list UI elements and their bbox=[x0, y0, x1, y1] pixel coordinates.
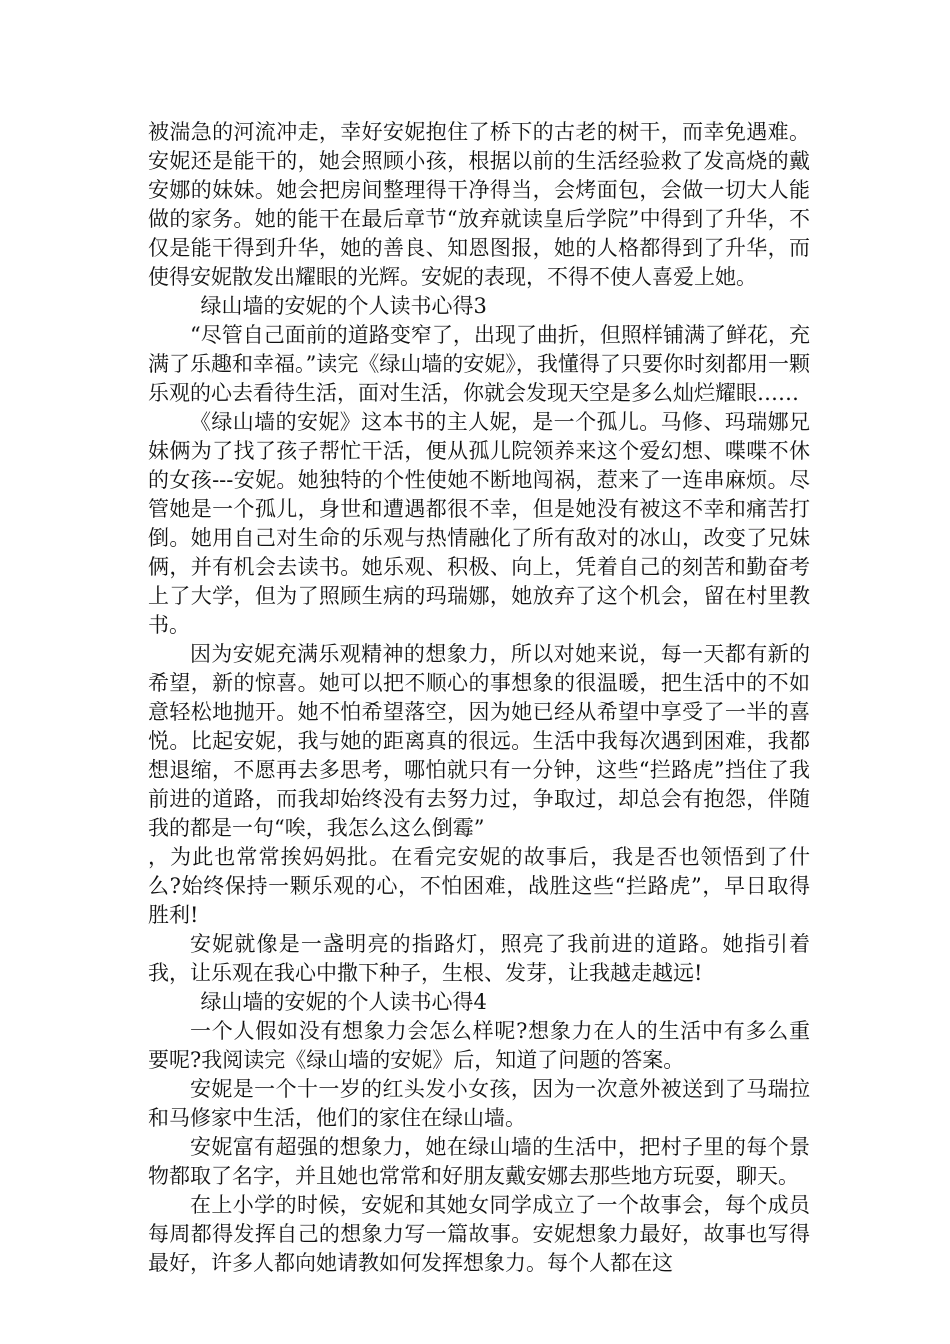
paragraph: ，为此也常常挨妈妈批。在看完安妮的故事后，我是否也领悟到了什么?始终保持一颗乐观的心，不怕困难，战胜这些“拦路虎”，早日取得胜利! bbox=[148, 845, 810, 927]
paragraph: 安妮富有超强的想象力，她在绿山墙的生活中，把村子里的每个景物都取了名字，并且她也常常和好朋友戴安娜去那些地方玩耍，聊天。 bbox=[148, 1135, 810, 1188]
paragraph: 因为安妮充满乐观精神的想象力，所以对她来说，每一天都有新的希望，新的惊喜。她可以把不顺心的事想象的很温暖，把生活中的不如意轻松地抛开。她不怕希望落空，因为她已经从希望中享受了一半的喜悦。比起安妮，我与她的距离真的很远。生活中我每次遇到困难，我都想退缩，不愿再去多思考，哪怕就只有一分钟，这些“拦路虎”挡住了我前进的道路，而我却始终没有去努力过，争取过，却总会有抱怨，伴随我的都是一句“唉，我怎么这么倒霉” bbox=[148, 642, 810, 840]
paragraph: “尽管自己面前的道路变窄了，出现了曲折，但照样铺满了鲜花，充满了乐趣和幸福。”读完《绿山墙的安妮》，我懂得了只要你时刻都用一颗乐观的心去看待生活，面对生活，你就会发现天空是多么灿烂耀眼…… bbox=[148, 323, 810, 405]
paragraph: 安妮就像是一盏明亮的指路灯，照亮了我前进的道路。她指引着我，让乐观在我心中撒下种子，生根、发芽，让我越走越远! bbox=[148, 932, 810, 985]
paragraph: 在上小学的时候，安妮和其她女同学成立了一个故事会，每个成员每周都得发挥自己的想象力写一篇故事。安妮想象力最好，故事也写得最好，许多人都向她请教如何发挥想象力。每个人都在这 bbox=[148, 1193, 810, 1275]
paragraph: 一个人假如没有想象力会怎么样呢?想象力在人的生活中有多么重要呢?我阅读完《绿山墙的安妮》后，知道了问题的答案。 bbox=[148, 1019, 810, 1072]
section-heading: 绿山墙的安妮的个人读书心得3 bbox=[200, 294, 487, 318]
section-heading: 绿山墙的安妮的个人读书心得4 bbox=[200, 990, 487, 1014]
paragraph: 《绿山墙的安妮》这本书的主人妮，是一个孤儿。马修、玛瑞娜兄妹俩为了找了孩子帮忙干活，便从孤儿院领养来这个爱幻想、喋喋不休的女孩---安妮。她独特的个性使她不断地闯祸，惹来了一连串麻烦。尽管她是一个孤儿，身世和遭遇都很不幸，但是她没有被这不幸和痛苦打倒。她用自己对生命的乐观与热情融化了所有敌对的冰山，改变了兄妹俩，并有机会去读书。她乐观、积极、向上，凭着自己的刻苦和勤奋考上了大学，但为了照顾生病的玛瑞娜，她放弃了这个机会，留在村里教书。 bbox=[148, 410, 810, 637]
paragraph: 被湍急的河流冲走，幸好安妮抱住了桥下的古老的树干，而幸免遇难。安妮还是能干的，她会照顾小孩，根据以前的生活经验救了发高烧的戴安娜的妹妹。她会把房间整理得干净得当，会烤面包，会做一切大人能做的家务。她的能干在最后章节“放弃就读皇后学院”中得到了升华，不仅是能干得到升华，她的善良、知恩图报，她的人格都得到了升华，而使得安妮散发出耀眼的光辉。安妮的表现，不得不使人喜爱上她。 bbox=[148, 120, 810, 289]
paragraph: 安妮是一个十一岁的红头发小女孩，因为一次意外被送到了马瑞拉和马修家中生活，他们的家住在绿山墙。 bbox=[148, 1077, 810, 1130]
document-page bbox=[148, 118, 810, 1278]
